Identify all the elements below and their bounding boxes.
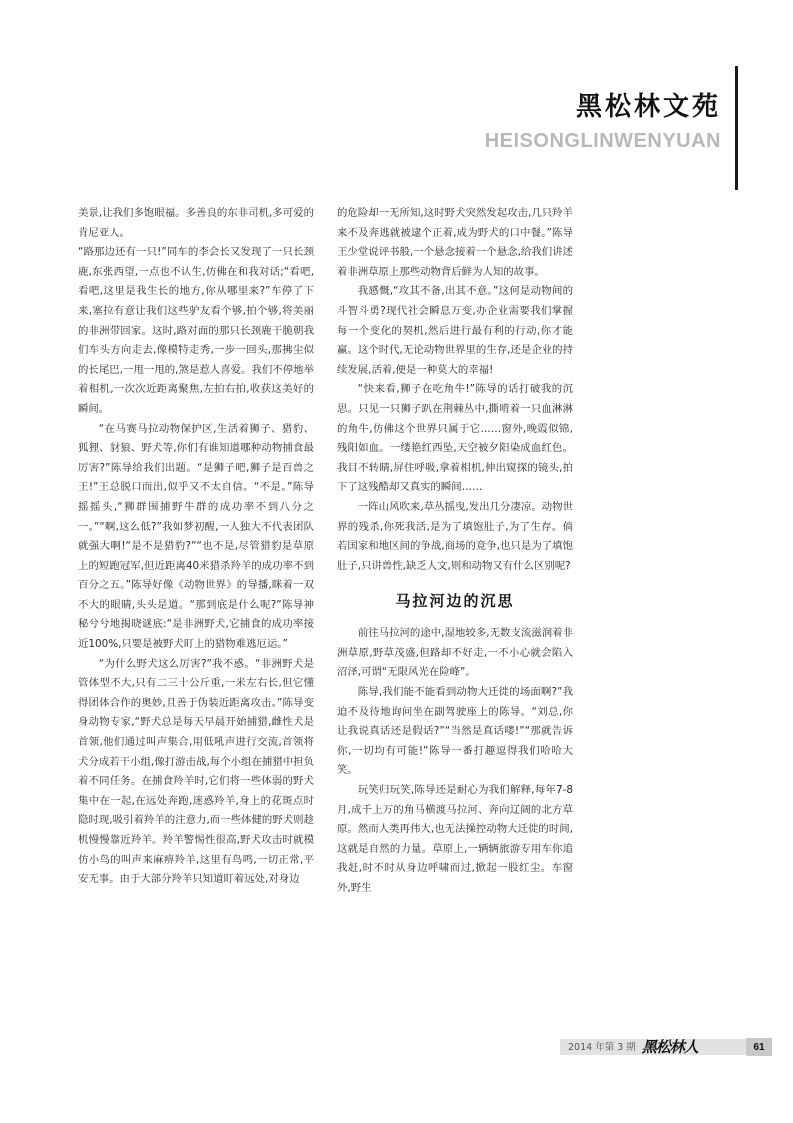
left-text-column [78, 204, 314, 890]
section-header-title: 黑松林文苑 [575, 92, 721, 122]
paragraph: 美景,让我们多饱眼福。多善良的东非司机,多可爱的肯尼亚人。 [78, 207, 314, 239]
paragraph: 我感慨,“攻其不备,出其不意。”这何是动物间的斗智斗勇?现代社会瞬息万变,办企业需要我们掌握每一个变化的契机,然后进行最有利的行动,你才能赢。这个时代,无论动物世界里的生存,还是企业的持续发展,活着,便是一种莫大的幸福! [337, 285, 573, 376]
header-vertical-rule [735, 66, 738, 190]
page-number: 61 [746, 1038, 772, 1056]
section-header-pinyin: HEISONGLINWENYUAN [484, 130, 721, 152]
paragraph: 陈导,我们能不能看到动物大迁徙的场面啊?”我迫不及待地询问坐在副驾驶座上的陈导。“刘总,你让我说真话还是假话?”“当然是真话喽!”“那就告诉你,一切均有可能!”陈导一番打趣逗得我们哈哈大笑。 [337, 686, 573, 777]
paragraph: 前往马拉河的途中,湿地较多,无数支流滋润着非洲草原,野草茂盛,但路却不好走,一不小心就会陷入沼泽,可谓“无限风光在险峰”。 [337, 627, 573, 679]
page-footer [560, 1035, 772, 1057]
paragraph: 的危险却一无所知,这时野犬突然发起攻击,几只羚羊来不及奔逃就被逮个正着,成为野犬的口中餐。”陈导王少堂说评书般,一个悬念接着一个悬念,给我们讲述着非洲草原上那些动物背后鲜为人知的故事。 [337, 207, 573, 278]
paragraph: “路那边还有一只!”同车的李会长又发现了一只长颈鹿,东张西望,一点也不认生,仿佛在和我对话;“看吧,看吧,这里是我生长的地方,你从哪里来?”车停了下来,塞拉有意让我们这些驴友看个够,拍个够,将美丽的非洲带回家。这时,路对面的那只长颈鹿干脆朝我们车头方向走去,像模特走秀,一步一回头,那拂尘似的长尾巴,一甩一甩的,煞是惹人喜爱。我们不停地举着相机,一次次近距离聚焦,左拍右拍,收获这美好的瞬间。 [78, 246, 314, 415]
magazine-logo: 黑松林人 [641, 1037, 698, 1056]
issue-label: 2014 年第 3 期 [568, 1042, 636, 1053]
paragraph: 一阵山风吹来,草丛摇曳,发出几分凄凉。动物世界的残杀,你死我活,是为了填饱肚子,为了生存。倘若国家和地区间的争战,商场的竞争,也只是为了填饱肚子,只讲兽性,缺乏人文,则和动物又有什么区别呢? [337, 500, 573, 572]
right-text-column [337, 204, 573, 899]
paragraph: “快来看,狮子在吃角牛!”陈导的话打破我的沉思。只见一只狮子趴在荆棘丛中,撕啃着一只血淋淋的角牛,仿佛这个世界只属于它……窗外,晚霞似锦,残阳如血。一缕艳红西坠,天空被夕阳染成血红色。我目不转睛,屏住呼吸,拿着相机,伸出窥探的镜头,拍下了这残酷却又真实的瞬间…… [337, 383, 573, 494]
paragraph: 玩笑归玩笑,陈导还是耐心为我们解释,每年7-8月,成千上万的角马横渡马拉河、奔向辽阔的北方草原。然而人类再伟大,也无法操控动物大迁徙的时间,这就是自然的力量。草原上,一辆辆旅游专用车你追我赶,时不时从身边呼啸而过,掀起一股红尘。车窗外,野生 [337, 784, 573, 894]
paragraph: “在马赛马拉动物保护区,生活着狮子、猎豹、狐狸、豺狼、野犬等,你们有谁知道哪种动物捕食最厉害?”陈导给我们出题。“是狮子吧,狮子是百兽之王!”王总脱口而出,似乎又不太自信。“不是。”陈导摇摇头,“狮群围捕野牛群的成功率不到八分之一。”“啊,这么低?”我如梦初醒,一人独大不代表团队就强大啊!“是不是猎豹?”“也不是,尽管猎豹是草原上的短跑冠军,但近距离40米猎杀羚羊的成功率不到百分之五。”陈导好像《动物世界》的导播,眯着一双不大的眼睛,头头是道。“那到底是什么呢?”陈导神秘兮兮地揭晓谜底:“是非洲野犬,它捕食的成功率接近100%,只要是被野犬盯上的猎物难逃厄运。” [78, 422, 314, 651]
section-title: 马拉河边的沉思 [395, 592, 515, 611]
paragraph: “为什么野犬这么厉害?”我不惑。“非洲野犬是管体型不大,只有二三十公斤重,一米左右长,但它懂得团体合作的奥妙,且善于伪装近距离攻击。”陈导变身动物专家,“野犬总是每天早晨开始捕猎,雌性犬是首领,他们通过叫声集合,用低吼声进行交流,首领将犬分成若干小组,像打游击战,每个小组在捕猎中担负着不同任务。在捕食羚羊时,它们将一些体弱的野犬集中在一起,在远处奔跑,迷惑羚羊,身上的花斑点时隐时现,吸引着羚羊的注意力,而一些体健的野犬则趁机慢慢靠近羚羊。羚羊警惕性很高,野犬攻击时就模仿小鸟的叫声来麻痹羚羊,这里有鸟鸣,一切正常,平安无事。由于大部分羚羊只知道盯着远处,对身边 [78, 657, 314, 886]
